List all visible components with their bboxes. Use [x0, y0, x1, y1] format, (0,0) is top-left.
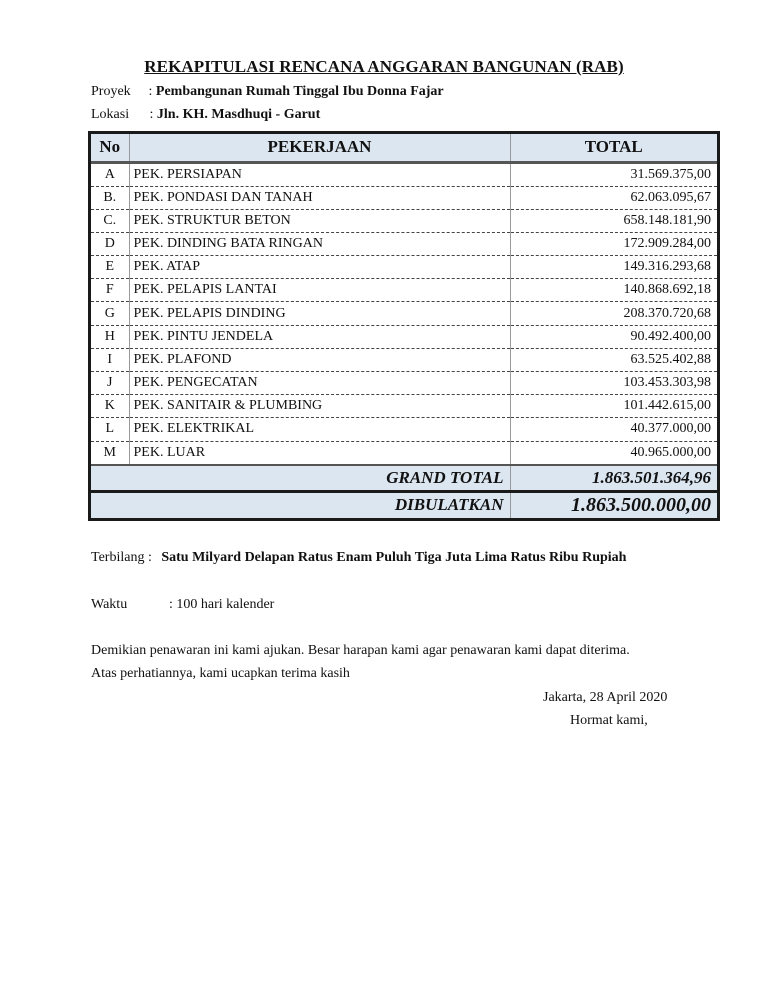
row-pekerjaan: PEK. PELAPIS DINDING	[129, 302, 510, 325]
table-row	[91, 232, 717, 255]
row-no: I	[91, 348, 129, 371]
row-pekerjaan: PEK. ATAP	[129, 256, 510, 279]
duration-label: Waktu	[91, 597, 128, 612]
duration-row	[91, 597, 274, 613]
row-no: G	[91, 302, 129, 325]
row-total: 63.525.402,88	[510, 348, 717, 371]
row-pekerjaan: PEK. LUAR	[129, 441, 510, 465]
header-pekerjaan: PEKERJAAN	[129, 134, 510, 162]
row-pekerjaan: PEK. PENGECATAN	[129, 372, 510, 395]
location-value: Jln. KH. Masdhuqi - Garut	[156, 107, 321, 122]
rounded-total-row	[91, 492, 717, 518]
duration-value: : 100 hari kalender	[169, 597, 275, 612]
location-separator: :	[146, 107, 157, 122]
row-pekerjaan: PEK. PONDASI DAN TANAH	[129, 186, 510, 209]
location-row	[91, 107, 320, 123]
row-pekerjaan: PEK. PINTU JENDELA	[129, 325, 510, 348]
amount-in-words-value: Satu Milyard Delapan Ratus Enam Puluh Tiga Juta Lima Ratus Ribu Rupiah	[161, 550, 627, 565]
location-label: Lokasi	[91, 107, 130, 122]
row-no: M	[91, 441, 129, 465]
row-total: 149.316.293,68	[510, 256, 717, 279]
table-row	[91, 162, 717, 186]
grand-total-row	[91, 465, 717, 492]
rab-summary-table	[88, 131, 720, 521]
table-row	[91, 279, 717, 302]
row-no: J	[91, 372, 129, 395]
table-row	[91, 325, 717, 348]
table-row	[91, 372, 717, 395]
project-row	[91, 84, 444, 100]
row-pekerjaan: PEK. STRUKTUR BETON	[129, 209, 510, 232]
row-no: D	[91, 232, 129, 255]
table-row	[91, 418, 717, 441]
row-total: 103.453.303,98	[510, 372, 717, 395]
table-row	[91, 348, 717, 371]
row-total: 658.148.181,90	[510, 209, 717, 232]
row-pekerjaan: PEK. DINDING BATA RINGAN	[129, 232, 510, 255]
table-row	[91, 441, 717, 465]
row-pekerjaan: PEK. PELAPIS LANTAI	[129, 279, 510, 302]
rounded-total-value: 1.863.500.000,00	[510, 492, 717, 518]
row-total: 140.868.692,18	[510, 279, 717, 302]
table-row	[91, 209, 717, 232]
document-title: REKAPITULASI RENCANA ANGGARAN BANGUNAN (RAB)	[144, 57, 624, 76]
row-no: F	[91, 279, 129, 302]
row-pekerjaan: PEK. PLAFOND	[129, 348, 510, 371]
table-row	[91, 302, 717, 325]
row-pekerjaan: PEK. ELEKTRIKAL	[129, 418, 510, 441]
row-total: 31.569.375,00	[510, 162, 717, 186]
row-pekerjaan: PEK. SANITAIR & PLUMBING	[129, 395, 510, 418]
rounded-total-label: DIBULATKAN	[91, 492, 510, 518]
row-pekerjaan: PEK. PERSIAPAN	[129, 162, 510, 186]
row-no: K	[91, 395, 129, 418]
project-value: Pembangunan Rumah Tinggal Ibu Donna Fajar	[155, 84, 444, 99]
closing-line-1: Demikian penawaran ini kami ajukan. Besar harapan kami agar penawaran kami dapat diterima.	[91, 643, 630, 658]
table-row	[91, 186, 717, 209]
table-row	[91, 395, 717, 418]
grand-total-label: GRAND TOTAL	[91, 465, 510, 492]
closing-line-2: Atas perhatiannya, kami ucapkan terima kasih	[91, 666, 350, 681]
header-total: TOTAL	[510, 134, 717, 162]
row-no: A	[91, 162, 129, 186]
project-label: Proyek	[91, 84, 131, 99]
row-no: H	[91, 325, 129, 348]
row-total: 172.909.284,00	[510, 232, 717, 255]
place-date: Jakarta, 28 April 2020	[543, 690, 668, 705]
row-total: 90.492.400,00	[510, 325, 717, 348]
amount-in-words-label: Terbilang	[91, 550, 145, 565]
row-total: 62.063.095,67	[510, 186, 717, 209]
row-total: 101.442.615,00	[510, 395, 717, 418]
regards: Hormat kami,	[570, 713, 648, 728]
row-total: 40.377.000,00	[510, 418, 717, 441]
row-total: 208.370.720,68	[510, 302, 717, 325]
row-no: C.	[91, 209, 129, 232]
row-no: L	[91, 418, 129, 441]
row-total: 40.965.000,00	[510, 441, 717, 465]
table-header-row	[91, 134, 717, 162]
row-no: B.	[91, 186, 129, 209]
amount-in-words-row	[91, 550, 626, 566]
table-row	[91, 256, 717, 279]
amount-in-words-separator: :	[144, 550, 156, 565]
grand-total-value: 1.863.501.364,96	[510, 465, 717, 492]
project-separator: :	[145, 84, 156, 99]
row-no: E	[91, 256, 129, 279]
header-no: No	[91, 134, 129, 162]
